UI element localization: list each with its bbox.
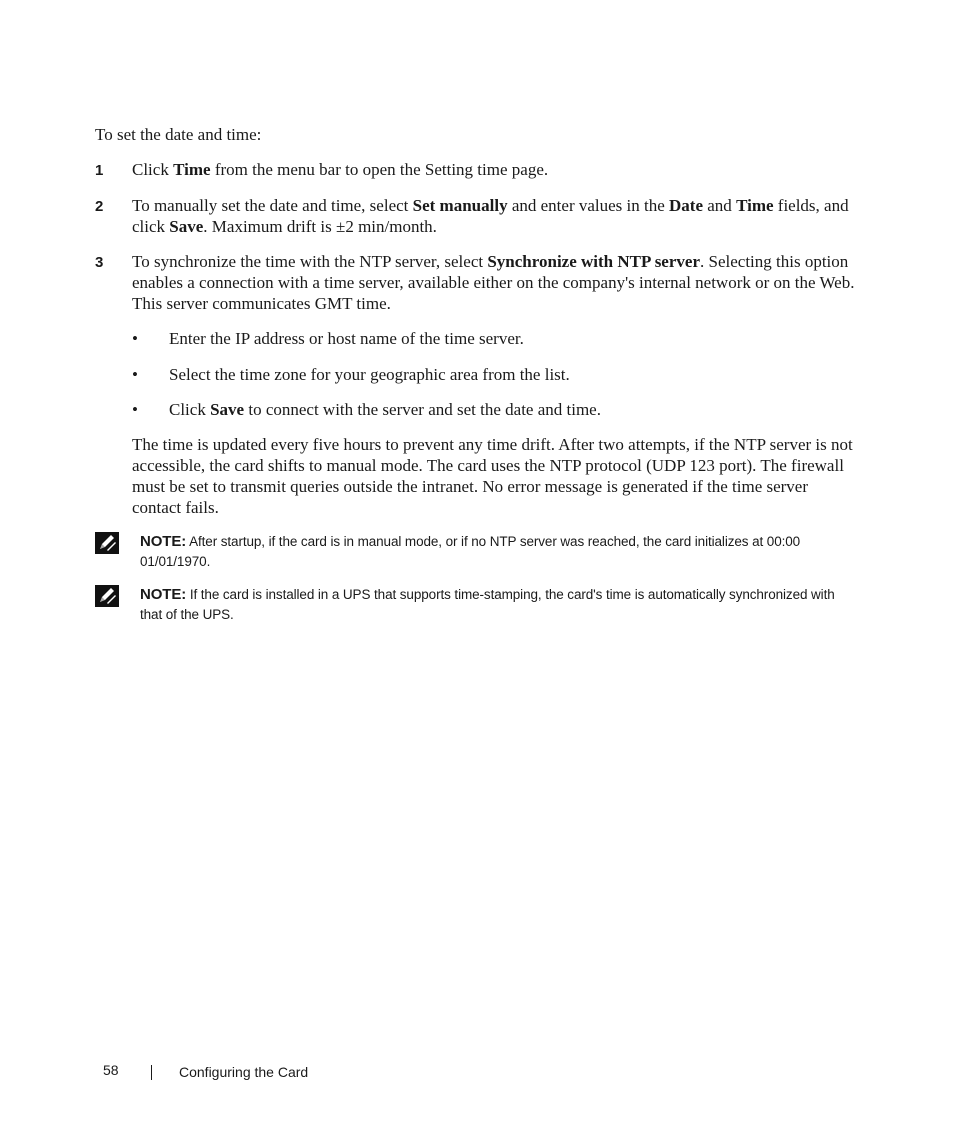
bullet-text: Enter the IP address or host name of the time server. bbox=[169, 329, 524, 348]
step-text: To synchronize the time with the NTP server, select Synchronize with NTP server. Selecting this option enables a connection with a time server, available either on the company's internal network or on the Web. This server communicates GMT time. bbox=[132, 252, 855, 313]
step-number: 1 bbox=[95, 162, 104, 179]
emphasis-term: Save bbox=[169, 217, 204, 236]
step-number: 3 bbox=[95, 254, 104, 271]
note-body: After startup, if the card is in manual mode, or if no NTP server was reached, the card initializes at 00:00 01/01/1970. bbox=[140, 534, 801, 569]
emphasis-term: Time bbox=[736, 196, 774, 215]
footer-section-title: Configuring the Card bbox=[179, 1064, 309, 1080]
footer-divider bbox=[151, 1065, 152, 1080]
emphasis-term: Set manually bbox=[412, 196, 508, 215]
bullet-text: Select the time zone for your geographic area from the list. bbox=[169, 365, 570, 384]
note-pencil-icon bbox=[95, 585, 119, 607]
page-number: 58 bbox=[103, 1062, 119, 1078]
body-paragraph: The time is updated every five hours to prevent any time drift. After two attempts, if the NTP server is not accessible, the card shifts to manual mode. The card uses the NTP protocol (UDP 123 port). The firewall must be set to transmit queries outside the intranet. No error message is generated if the time server contact fails. bbox=[132, 435, 853, 517]
bullet-dot: • bbox=[132, 400, 138, 419]
note-pencil-icon bbox=[95, 532, 119, 554]
emphasis-term: Synchronize with NTP server bbox=[487, 252, 700, 271]
intro-text: To set the date and time: bbox=[95, 125, 262, 144]
emphasis-term: Save bbox=[210, 400, 245, 419]
note-text bbox=[140, 585, 860, 625]
emphasis-term: Date bbox=[669, 196, 704, 215]
note-body: If the card is installed in a UPS that supports time-stamping, the card's time is automatically synchronized with that of the UPS. bbox=[140, 587, 835, 622]
bullet-text: Click Save to connect with the server and set the date and time. bbox=[169, 400, 601, 419]
note-label: NOTE: bbox=[140, 586, 187, 603]
bullet-dot: • bbox=[132, 329, 138, 348]
note-text bbox=[140, 532, 860, 572]
emphasis-term: Time bbox=[173, 160, 211, 179]
bullet-dot: • bbox=[132, 365, 138, 384]
note-label: NOTE: bbox=[140, 533, 187, 550]
step-number: 2 bbox=[95, 198, 104, 215]
step-text: To manually set the date and time, select Set manually and enter values in the Date and Time fields, and click Save. Maximum drift is ±2 min/month. bbox=[132, 196, 849, 236]
step-text: Click Time from the menu bar to open the Setting time page. bbox=[132, 160, 549, 179]
